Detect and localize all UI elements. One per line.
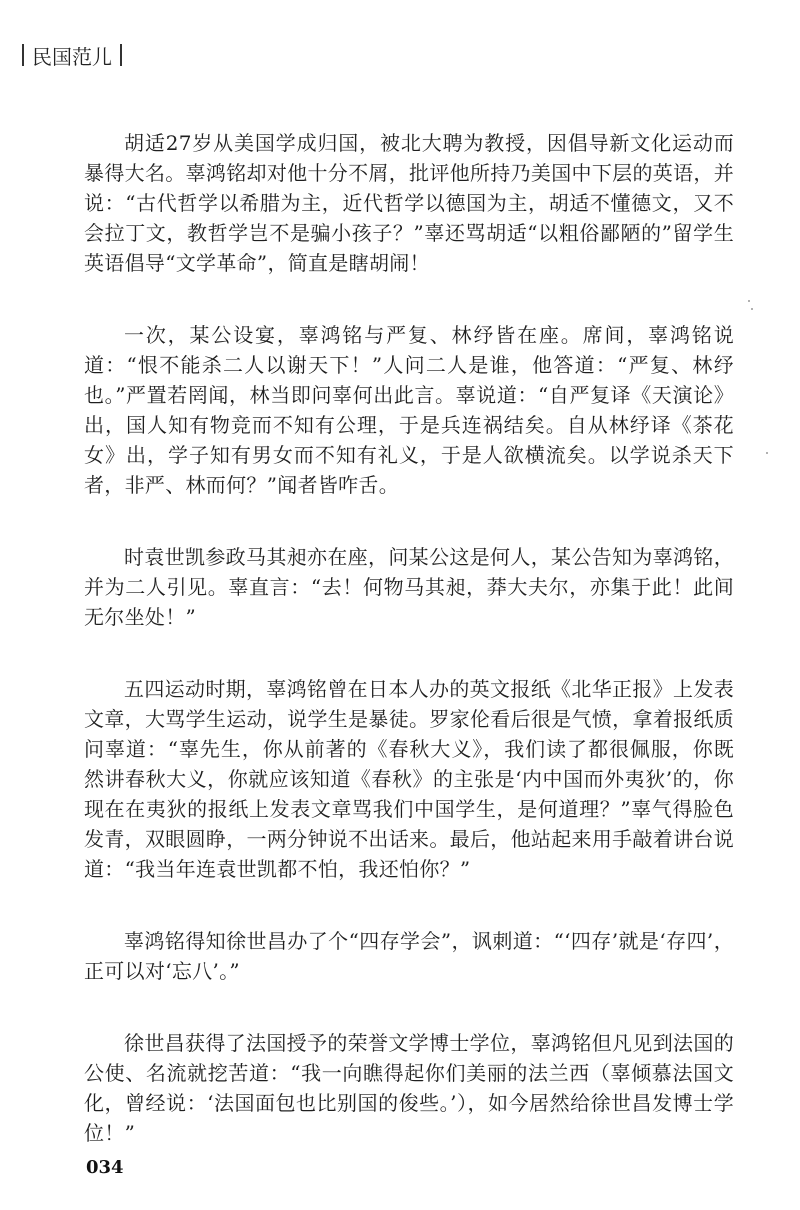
scan-speck [748,300,750,302]
page-body [84,128,734,1190]
book-title: 民国范儿 [32,44,112,69]
paragraph-1: 胡适27岁从美国学成归国，被北大聘为教授，因倡导新文化运动而暴得大名。辜鸿铭却对他十分不屑，批评他所持乃美国中下层的英语，并说：“古代哲学以希腊为主，近代哲学以德国为主，胡适不懂德文，又不会拉丁文，教哲学岂不是骗小孩子？”辜还骂胡适“以粗俗鄙陋的”留学生英语倡导“文学革命”，简直是瞎胡闹！ [84,131,734,275]
paragraph-6: 徐世昌获得了法国授予的荣誉文学博士学位，辜鸿铭但凡见到法国的公使、名流就挖苦道：“我一向瞧得起你们美丽的法兰西（辜倾慕法国文化，曾经说：‘法国面包也比别国的俊些。’），如今居然给徐世昌发博士学位！” [84,1031,734,1145]
header-right-bar [120,44,122,66]
scan-speck [751,308,753,310]
paragraph-3: 时袁世凯参政马其昶亦在座，问某公这是何人，某公告知为辜鸿铭，并为二人引见。辜直言：“去！何物马其昶，莽大夫尔，亦集于此！此间无尔坐处！” [84,545,734,629]
scan-speck [766,452,768,454]
paragraph-2: 一次，某公设宴，辜鸿铭与严复、林纾皆在座。席间，辜鸿铭说道：“恨不能杀二人以谢天下！”人问二人是谁，他答道：“严复、林纾也。”严置若罔闻，林当即问辜何出此言。辜说道：“自严复译《天演论》出，国人知有物竞而不知有公理，于是兵连祸结矣。自从林纾译《茶花女》出，学子知有男女而不知有礼义，于是人欲横流矣。以学说杀天下者，非严、林而何？”闻者皆咋舌。 [84,323,734,497]
header-left-bar [22,44,24,66]
paragraph-4: 五四运动时期，辜鸿铭曾在日本人办的英文报纸《北华正报》上发表文章，大骂学生运动，说学生是暴徒。罗家伦看后很是气愤，拿着报纸质问辜道：“辜先生，你从前著的《春秋大义》，我们读了都很佩服，你既然讲春秋大义，你就应该知道《春秋》的主张是‘内中国而外夷狄’的，你现在在夷狄的报纸上发表文章骂我们中国学生，是何道理？”辜气得脸色发青，双眼圆睁，一两分钟说不出话来。最后，他站起来用手敲着讲台说道：“我当年连袁世凯都不怕，我还怕你？” [84,677,734,881]
page-number: 034 [86,1157,124,1178]
running-header [22,40,122,70]
paragraph-5: 辜鸿铭得知徐世昌办了个“四存学会”，讽刺道：“‘四存’就是‘存四’，正可以对‘忘八’。” [84,929,734,983]
